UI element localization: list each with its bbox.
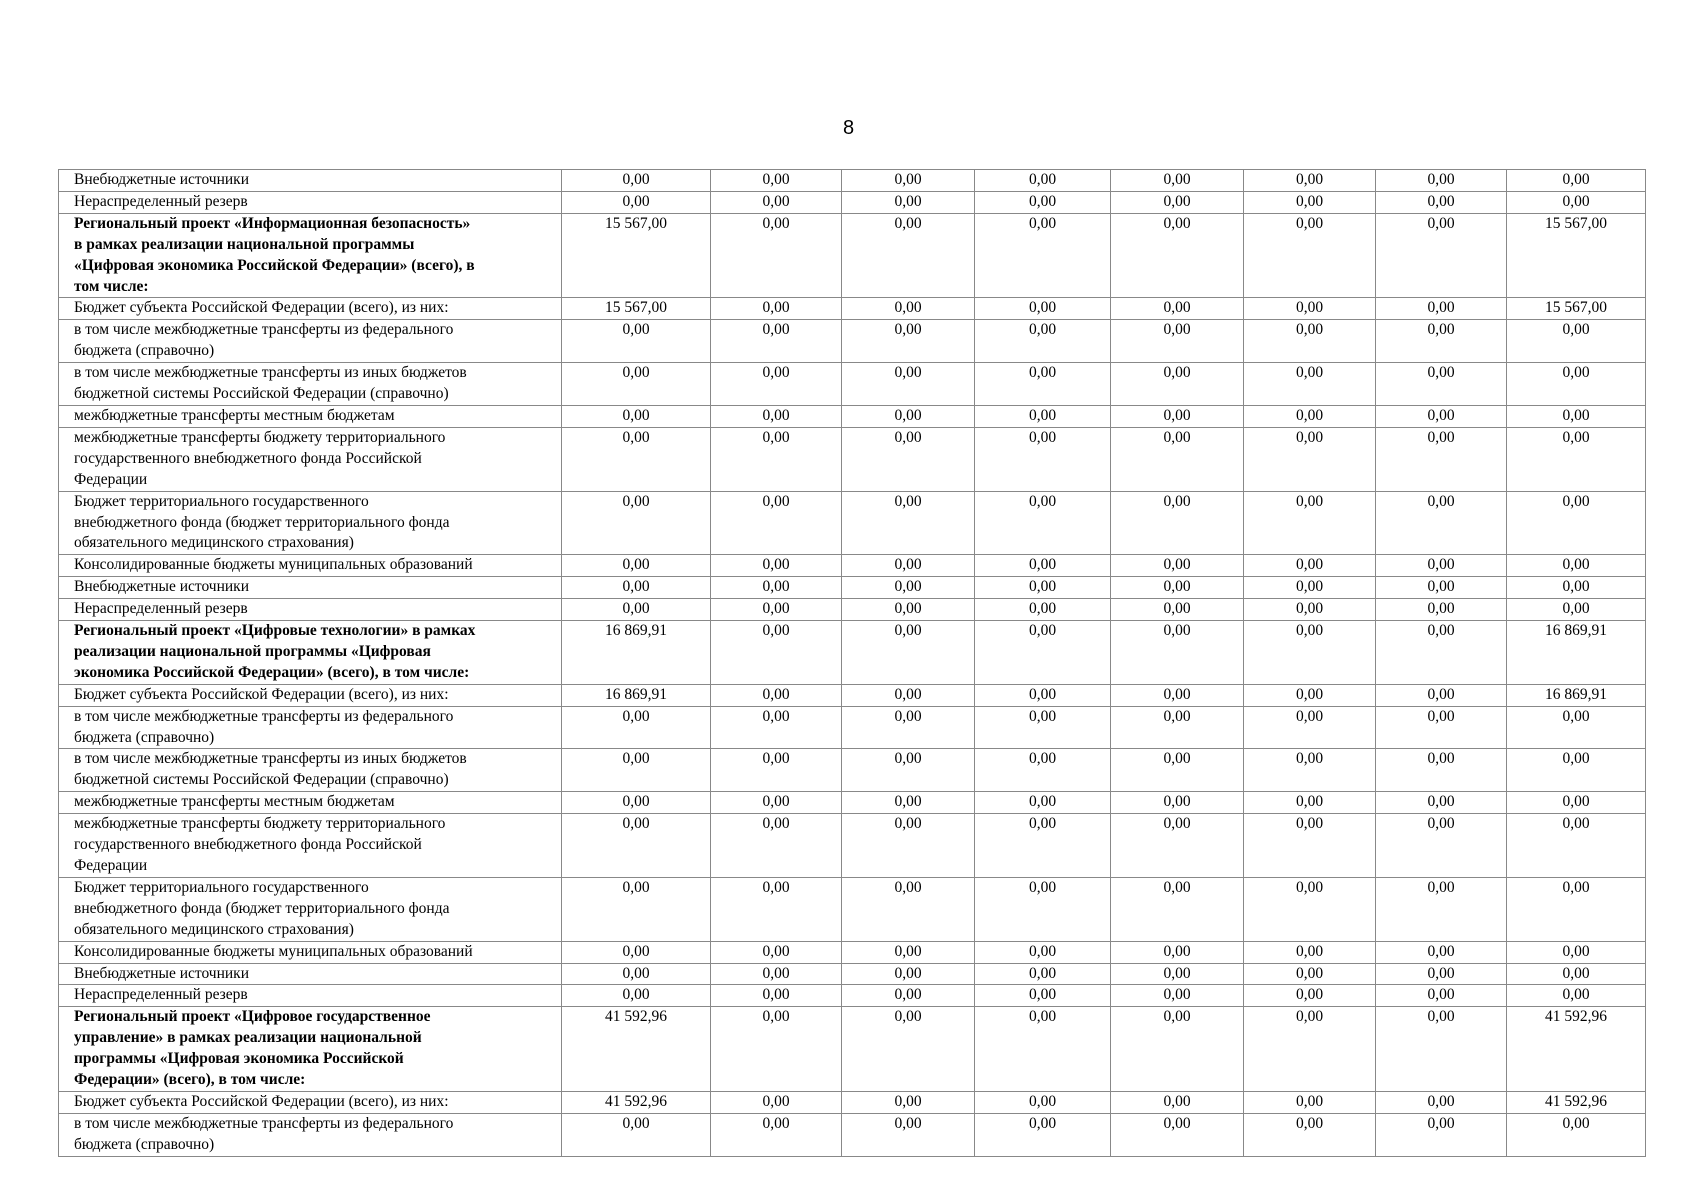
row-label-line: межбюджетные трансферты местным бюджетам — [74, 406, 395, 424]
value-cell: 0,00 — [1376, 555, 1507, 577]
value-cell: 0,00 — [842, 191, 975, 213]
value-cell: 0,00 — [711, 877, 842, 941]
value-cell: 0,00 — [1111, 877, 1244, 941]
table-row — [59, 491, 1646, 555]
value-cell: 0,00 — [975, 491, 1111, 555]
value-cell: 0,00 — [562, 941, 711, 963]
value-cell: 0,00 — [711, 985, 842, 1007]
row-label-line: управление» в рамках реализации национальной — [74, 1029, 422, 1047]
row-label-line: Региональный проект «Информационная безопасность» — [74, 214, 471, 232]
value-cell: 0,00 — [975, 577, 1111, 599]
value-cell: 0,00 — [711, 213, 842, 298]
value-cell: 0,00 — [975, 963, 1111, 985]
value-cell: 0,00 — [711, 427, 842, 491]
table-row — [59, 555, 1646, 577]
value-cell: 0,00 — [1111, 405, 1244, 427]
value-cell: 0,00 — [562, 170, 711, 192]
row-label-line: Бюджет территориального государственного — [74, 878, 369, 896]
table-row — [59, 427, 1646, 491]
row-label — [59, 405, 562, 427]
row-label-line: в том числе межбюджетные трансферты из федерального — [74, 321, 454, 339]
value-cell: 0,00 — [1244, 427, 1376, 491]
table-row — [59, 320, 1646, 363]
value-cell: 0,00 — [1376, 1091, 1507, 1113]
value-cell: 0,00 — [975, 814, 1111, 878]
row-label-line: Федерации — [74, 857, 148, 874]
value-cell: 41 592,96 — [562, 1091, 711, 1113]
value-cell: 16 869,91 — [562, 621, 711, 685]
value-cell: 0,00 — [1376, 706, 1507, 749]
table-row — [59, 706, 1646, 749]
value-cell: 0,00 — [1111, 491, 1244, 555]
value-cell: 0,00 — [1244, 170, 1376, 192]
row-label — [59, 213, 562, 298]
value-cell: 0,00 — [975, 405, 1111, 427]
value-cell: 0,00 — [975, 1007, 1111, 1092]
value-cell: 0,00 — [842, 684, 975, 706]
row-label-line: Нераспределенный резерв — [74, 986, 248, 1004]
value-cell: 0,00 — [711, 749, 842, 792]
row-label-line: Нераспределенный резерв — [74, 192, 248, 210]
value-cell: 0,00 — [711, 405, 842, 427]
value-cell: 0,00 — [1111, 427, 1244, 491]
value-cell: 0,00 — [1376, 577, 1507, 599]
value-cell: 0,00 — [975, 427, 1111, 491]
value-cell: 0,00 — [1507, 599, 1646, 621]
table-row — [59, 213, 1646, 298]
row-label — [59, 191, 562, 213]
value-cell: 0,00 — [975, 684, 1111, 706]
value-cell: 0,00 — [562, 555, 711, 577]
row-label — [59, 1091, 562, 1113]
value-cell: 0,00 — [1111, 941, 1244, 963]
budget-table-body — [59, 170, 1646, 1157]
row-label — [59, 577, 562, 599]
value-cell: 0,00 — [1507, 405, 1646, 427]
row-label-line: в том числе межбюджетные трансферты из иных бюджетов — [74, 364, 467, 382]
row-label-line: внебюджетного фонда (бюджет территориального фонда — [74, 899, 450, 917]
value-cell: 0,00 — [1507, 427, 1646, 491]
value-cell: 0,00 — [1244, 298, 1376, 320]
row-label-line: обязательного медицинского страхования) — [74, 534, 354, 552]
row-label — [59, 706, 562, 749]
value-cell: 0,00 — [975, 621, 1111, 685]
value-cell: 0,00 — [711, 792, 842, 814]
value-cell: 0,00 — [842, 1091, 975, 1113]
value-cell: 0,00 — [1507, 877, 1646, 941]
value-cell: 0,00 — [711, 706, 842, 749]
budget-table — [58, 169, 1646, 1157]
value-cell: 0,00 — [711, 1091, 842, 1113]
value-cell: 0,00 — [975, 792, 1111, 814]
table-row — [59, 941, 1646, 963]
value-cell: 0,00 — [1376, 941, 1507, 963]
value-cell: 0,00 — [842, 599, 975, 621]
value-cell: 0,00 — [562, 577, 711, 599]
value-cell: 0,00 — [1376, 1113, 1507, 1156]
value-cell: 0,00 — [975, 1091, 1111, 1113]
value-cell: 0,00 — [1507, 706, 1646, 749]
value-cell: 0,00 — [1376, 320, 1507, 363]
table-row — [59, 191, 1646, 213]
value-cell: 41 592,96 — [1507, 1007, 1646, 1092]
row-label-line: реализации национальной программы «Цифровая — [74, 642, 431, 660]
row-label-line: бюджетной системы Российской Федерации (справочно) — [74, 771, 449, 789]
value-cell: 0,00 — [842, 298, 975, 320]
value-cell: 0,00 — [1244, 684, 1376, 706]
table-row — [59, 749, 1646, 792]
value-cell: 0,00 — [562, 191, 711, 213]
row-label-line: межбюджетные трансферты бюджету территориального — [74, 428, 446, 446]
value-cell: 0,00 — [975, 749, 1111, 792]
row-label — [59, 427, 562, 491]
value-cell: 0,00 — [1376, 749, 1507, 792]
row-label — [59, 320, 562, 363]
row-label — [59, 814, 562, 878]
value-cell: 0,00 — [842, 963, 975, 985]
table-row — [59, 1113, 1646, 1156]
value-cell: 0,00 — [1111, 985, 1244, 1007]
row-label-line: Бюджет территориального государственного — [74, 492, 369, 510]
value-cell: 0,00 — [1376, 170, 1507, 192]
value-cell: 0,00 — [1376, 599, 1507, 621]
value-cell: 0,00 — [1244, 191, 1376, 213]
value-cell: 0,00 — [711, 298, 842, 320]
row-label-line: Консолидированные бюджеты муниципальных образований — [74, 556, 473, 574]
value-cell: 15 567,00 — [1507, 213, 1646, 298]
table-row — [59, 621, 1646, 685]
value-cell: 0,00 — [1111, 1007, 1244, 1092]
value-cell: 0,00 — [1507, 963, 1646, 985]
row-label-line: Нераспределенный резерв — [74, 600, 248, 618]
value-cell: 0,00 — [562, 706, 711, 749]
row-label-line: обязательного медицинского страхования) — [74, 920, 354, 938]
value-cell: 0,00 — [1244, 941, 1376, 963]
value-cell: 0,00 — [1507, 814, 1646, 878]
value-cell: 0,00 — [1244, 1113, 1376, 1156]
value-cell: 0,00 — [562, 792, 711, 814]
row-label-line: бюджета (справочно) — [74, 342, 215, 360]
value-cell: 0,00 — [1111, 555, 1244, 577]
table-row — [59, 1007, 1646, 1092]
value-cell: 0,00 — [842, 706, 975, 749]
table-row — [59, 577, 1646, 599]
value-cell: 0,00 — [1111, 621, 1244, 685]
value-cell: 0,00 — [711, 170, 842, 192]
value-cell: 0,00 — [562, 985, 711, 1007]
value-cell: 0,00 — [1111, 320, 1244, 363]
value-cell: 0,00 — [562, 963, 711, 985]
value-cell: 0,00 — [975, 1113, 1111, 1156]
row-label — [59, 599, 562, 621]
value-cell: 0,00 — [842, 405, 975, 427]
value-cell: 0,00 — [1111, 599, 1244, 621]
row-label — [59, 621, 562, 685]
value-cell: 0,00 — [842, 577, 975, 599]
row-label-line: экономика Российской Федерации» (всего), в том числе: — [74, 663, 470, 681]
value-cell: 0,00 — [1507, 941, 1646, 963]
row-label — [59, 491, 562, 555]
table-row — [59, 363, 1646, 406]
value-cell: 0,00 — [562, 814, 711, 878]
row-label-line: Федерации» (всего), в том числе: — [74, 1071, 306, 1089]
value-cell: 0,00 — [1111, 684, 1244, 706]
value-cell: 0,00 — [1244, 599, 1376, 621]
value-cell: 0,00 — [1111, 749, 1244, 792]
page-number: 8 — [842, 117, 855, 139]
table-row — [59, 1091, 1646, 1113]
value-cell: 0,00 — [1111, 191, 1244, 213]
value-cell: 0,00 — [842, 985, 975, 1007]
value-cell: 0,00 — [975, 599, 1111, 621]
value-cell: 0,00 — [711, 599, 842, 621]
row-label-line: в том числе межбюджетные трансферты из иных бюджетов — [74, 750, 467, 768]
row-label-line: Бюджет субъекта Российской Федерации (всего), из них: — [74, 1092, 449, 1110]
value-cell: 0,00 — [975, 555, 1111, 577]
row-label-line: том числе: — [74, 277, 149, 295]
value-cell: 0,00 — [1244, 814, 1376, 878]
row-label-line: Внебюджетные источники — [74, 964, 250, 982]
row-label — [59, 1007, 562, 1092]
value-cell: 0,00 — [1507, 792, 1646, 814]
value-cell: 0,00 — [711, 963, 842, 985]
value-cell: 0,00 — [1376, 877, 1507, 941]
row-label — [59, 363, 562, 406]
value-cell: 0,00 — [842, 621, 975, 685]
table-row — [59, 814, 1646, 878]
value-cell: 16 869,91 — [1507, 684, 1646, 706]
value-cell: 0,00 — [975, 363, 1111, 406]
value-cell: 0,00 — [842, 213, 975, 298]
value-cell: 0,00 — [842, 363, 975, 406]
value-cell: 0,00 — [975, 985, 1111, 1007]
value-cell: 0,00 — [1376, 191, 1507, 213]
value-cell: 0,00 — [842, 491, 975, 555]
value-cell: 0,00 — [711, 621, 842, 685]
value-cell: 0,00 — [1244, 877, 1376, 941]
row-label — [59, 684, 562, 706]
table-row — [59, 985, 1646, 1007]
row-label-line: в рамках реализации национальной программы — [74, 235, 415, 253]
row-label — [59, 941, 562, 963]
value-cell: 0,00 — [1507, 170, 1646, 192]
value-cell: 0,00 — [1507, 320, 1646, 363]
value-cell: 0,00 — [1244, 621, 1376, 685]
value-cell: 0,00 — [1507, 1113, 1646, 1156]
value-cell: 0,00 — [1244, 985, 1376, 1007]
value-cell: 0,00 — [1376, 985, 1507, 1007]
value-cell: 0,00 — [975, 320, 1111, 363]
row-label-line: бюджетной системы Российской Федерации (справочно) — [74, 385, 449, 403]
value-cell: 0,00 — [711, 941, 842, 963]
value-cell: 0,00 — [842, 749, 975, 792]
value-cell: 0,00 — [1376, 427, 1507, 491]
value-cell: 0,00 — [1376, 298, 1507, 320]
value-cell: 16 869,91 — [1507, 621, 1646, 685]
value-cell: 0,00 — [1244, 555, 1376, 577]
value-cell: 0,00 — [842, 814, 975, 878]
value-cell: 0,00 — [1244, 1091, 1376, 1113]
value-cell: 0,00 — [1507, 577, 1646, 599]
value-cell: 0,00 — [842, 320, 975, 363]
value-cell: 0,00 — [1111, 577, 1244, 599]
value-cell: 0,00 — [1376, 363, 1507, 406]
value-cell: 0,00 — [1111, 792, 1244, 814]
row-label-line: программы «Цифровая экономика Российской — [74, 1050, 404, 1068]
value-cell: 0,00 — [975, 877, 1111, 941]
row-label-line: Бюджет субъекта Российской Федерации (всего), из них: — [74, 685, 449, 703]
row-label-line: государственного внебюджетного фонда Российской — [74, 836, 422, 854]
row-label — [59, 555, 562, 577]
value-cell: 0,00 — [1244, 792, 1376, 814]
value-cell: 0,00 — [975, 706, 1111, 749]
value-cell: 0,00 — [1111, 963, 1244, 985]
value-cell: 0,00 — [1244, 577, 1376, 599]
value-cell: 0,00 — [1376, 963, 1507, 985]
value-cell: 0,00 — [711, 814, 842, 878]
value-cell: 0,00 — [1507, 491, 1646, 555]
row-label — [59, 170, 562, 192]
value-cell: 0,00 — [842, 1113, 975, 1156]
value-cell: 0,00 — [1376, 1007, 1507, 1092]
value-cell: 0,00 — [1376, 213, 1507, 298]
value-cell: 0,00 — [1244, 363, 1376, 406]
row-label-line: межбюджетные трансферты местным бюджетам — [74, 793, 395, 811]
value-cell: 0,00 — [562, 877, 711, 941]
value-cell: 15 567,00 — [562, 213, 711, 298]
row-label — [59, 298, 562, 320]
row-label-line: межбюджетные трансферты бюджету территориального — [74, 815, 446, 833]
row-label-line: государственного внебюджетного фонда Российской — [74, 449, 422, 467]
table-row — [59, 170, 1646, 192]
value-cell: 0,00 — [562, 363, 711, 406]
row-label-line: в том числе межбюджетные трансферты из федерального — [74, 707, 454, 725]
table-row — [59, 599, 1646, 621]
value-cell: 0,00 — [562, 491, 711, 555]
value-cell: 0,00 — [1111, 706, 1244, 749]
row-label — [59, 1113, 562, 1156]
value-cell: 0,00 — [842, 427, 975, 491]
value-cell: 0,00 — [1111, 814, 1244, 878]
value-cell: 0,00 — [1244, 749, 1376, 792]
value-cell: 0,00 — [1244, 405, 1376, 427]
table-row — [59, 405, 1646, 427]
value-cell: 0,00 — [562, 1113, 711, 1156]
value-cell: 0,00 — [711, 1007, 842, 1092]
value-cell: 0,00 — [1111, 1091, 1244, 1113]
value-cell: 0,00 — [562, 599, 711, 621]
value-cell: 0,00 — [1111, 170, 1244, 192]
value-cell: 0,00 — [1507, 555, 1646, 577]
value-cell: 0,00 — [562, 427, 711, 491]
row-label-line: Региональный проект «Цифровое государственное — [74, 1008, 431, 1026]
value-cell: 0,00 — [1111, 213, 1244, 298]
value-cell: 0,00 — [562, 749, 711, 792]
value-cell: 0,00 — [975, 941, 1111, 963]
value-cell: 16 869,91 — [562, 684, 711, 706]
row-label — [59, 792, 562, 814]
row-label-line: бюджета (справочно) — [74, 1135, 215, 1153]
value-cell: 0,00 — [1376, 621, 1507, 685]
value-cell: 15 567,00 — [1507, 298, 1646, 320]
row-label-line: Внебюджетные источники — [74, 578, 250, 596]
value-cell: 0,00 — [711, 555, 842, 577]
value-cell: 0,00 — [842, 941, 975, 963]
value-cell: 0,00 — [842, 555, 975, 577]
value-cell: 15 567,00 — [562, 298, 711, 320]
value-cell: 0,00 — [975, 170, 1111, 192]
value-cell: 0,00 — [975, 298, 1111, 320]
value-cell: 0,00 — [975, 191, 1111, 213]
value-cell: 0,00 — [1111, 298, 1244, 320]
row-label-line: внебюджетного фонда (бюджет территориального фонда — [74, 513, 450, 531]
table-row — [59, 792, 1646, 814]
value-cell: 0,00 — [1376, 792, 1507, 814]
row-label-line: Региональный проект «Цифровые технологии» в рамках — [74, 622, 476, 640]
value-cell: 0,00 — [842, 170, 975, 192]
value-cell: 0,00 — [1507, 363, 1646, 406]
value-cell: 0,00 — [1244, 213, 1376, 298]
value-cell: 0,00 — [1376, 491, 1507, 555]
value-cell: 0,00 — [711, 684, 842, 706]
row-label-line: бюджета (справочно) — [74, 728, 215, 746]
row-label — [59, 877, 562, 941]
row-label-line: «Цифровая экономика Российской Федерации» (всего), в — [74, 256, 475, 274]
value-cell: 0,00 — [1244, 320, 1376, 363]
value-cell: 0,00 — [975, 213, 1111, 298]
row-label — [59, 749, 562, 792]
value-cell: 0,00 — [711, 577, 842, 599]
value-cell: 0,00 — [1244, 491, 1376, 555]
row-label-line: Федерации — [74, 470, 148, 488]
value-cell: 0,00 — [842, 877, 975, 941]
value-cell: 0,00 — [1376, 814, 1507, 878]
value-cell: 0,00 — [711, 363, 842, 406]
value-cell: 0,00 — [711, 320, 842, 363]
value-cell: 41 592,96 — [562, 1007, 711, 1092]
value-cell: 41 592,96 — [1507, 1091, 1646, 1113]
value-cell: 0,00 — [1376, 405, 1507, 427]
row-label — [59, 963, 562, 985]
table-row — [59, 877, 1646, 941]
value-cell: 0,00 — [1507, 749, 1646, 792]
value-cell: 0,00 — [1507, 191, 1646, 213]
value-cell: 0,00 — [1244, 706, 1376, 749]
value-cell: 0,00 — [1111, 1113, 1244, 1156]
value-cell: 0,00 — [1244, 1007, 1376, 1092]
value-cell: 0,00 — [562, 405, 711, 427]
table-row — [59, 963, 1646, 985]
value-cell: 0,00 — [711, 491, 842, 555]
row-label-line: Бюджет субъекта Российской Федерации (всего), из них: — [74, 299, 449, 317]
value-cell: 0,00 — [842, 1007, 975, 1092]
row-label-line: Внебюджетные источники — [74, 171, 250, 188]
row-label-line: в том числе межбюджетные трансферты из федерального — [74, 1114, 454, 1132]
row-label — [59, 985, 562, 1007]
value-cell: 0,00 — [711, 1113, 842, 1156]
value-cell: 0,00 — [1244, 963, 1376, 985]
value-cell: 0,00 — [1111, 363, 1244, 406]
row-label-line: Консолидированные бюджеты муниципальных образований — [74, 942, 473, 960]
value-cell: 0,00 — [1376, 684, 1507, 706]
table-row — [59, 684, 1646, 706]
table-row — [59, 298, 1646, 320]
value-cell: 0,00 — [562, 320, 711, 363]
value-cell: 0,00 — [711, 191, 842, 213]
value-cell: 0,00 — [842, 792, 975, 814]
value-cell: 0,00 — [1507, 985, 1646, 1007]
